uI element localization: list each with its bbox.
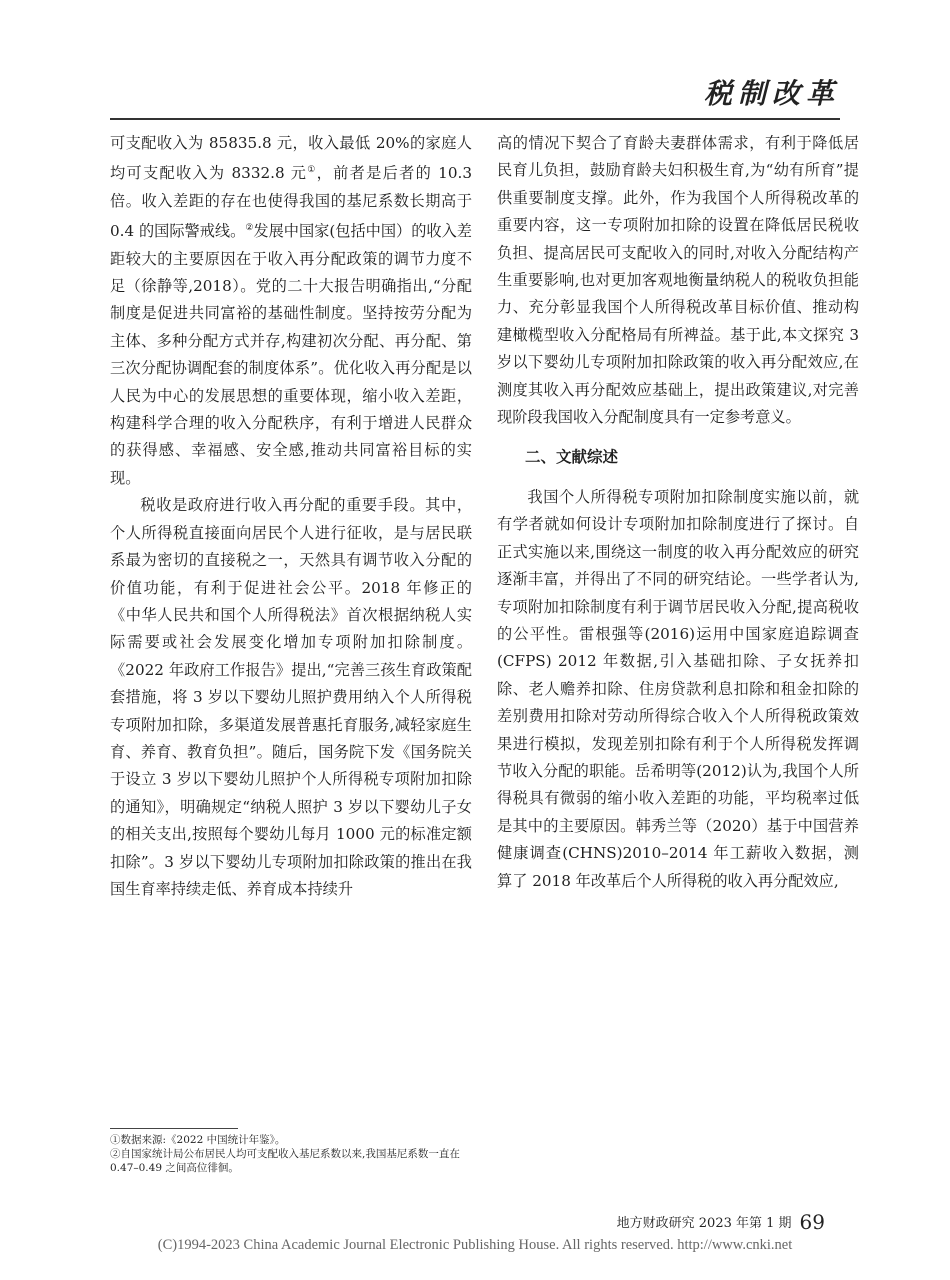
footnote-marker-1[interactable]: ① xyxy=(307,165,317,176)
left-paragraph-1 xyxy=(110,130,472,492)
page-footer xyxy=(617,1210,825,1234)
text-run: 可支配收入为 85835.8 元，收入最低 20%的家庭人均可支配收入为 8332.8 元 xyxy=(110,134,472,183)
copyright-line: (C)1994-2023 China Academic Journal Electronic Publishing House. All rights reserved. http://www.cnki.net xyxy=(157,1237,793,1253)
journal-issue: 地方财政研究 2023 年第 1 期 xyxy=(616,1216,792,1231)
left-column xyxy=(110,130,472,903)
left-paragraph-2: 税收是政府进行收入再分配的重要手段。其中，个人所得税直接面向居民个人进行征收，是与居民联系最为密切的直接税之一，天然具有调节收入分配的价值功能，有利于促进社会公平。2018 年修正的《中华人民共和国个人所得税法》首次根据纳税人实际需要或社会发展变化增加专项附加扣除制度。《2022 年政府工作报告》提出,“完善三孩生育政策配套措施，将 3 岁以下婴幼儿照护费用纳入个人所得税专项附加扣除，多渠道发展普惠托育服务,减轻家庭生育、养育、教育负担”。随后，国务院下发《国务院关于设立 3 岁以下婴幼儿照护个人所得税专项附加扣除的通知》，明确规定“纳税人照护 3 岁以下婴幼儿子女的相关支出,按照每个婴幼儿每月 1000 元的标准定额扣除”。3 岁以下婴幼儿专项附加扣除政策的推出在我国生育率持续走低、养育成本持续升 xyxy=(110,496,472,898)
text-run: 发展中国家(包括中国）的收入差距较大的主要原因在于收入再分配政策的调节力度不足（徐静等,2018）。党的二十大报告明确指出,“分配制度是促进共同富裕的基础性制度。坚持按劳分配为主体、多种分配方式并存,构建初次分配、再分配、第三次分配协调配套的制度体系”。优化收入再分配是以人民为中心的发展思想的重要体现，缩小收入差距，构建科学合理的收入分配秩序，有利于增进人民群众的获得感、幸福感、安全感,推动共同富裕目标的实现。 xyxy=(110,222,472,487)
right-paragraph-1: 高的情况下契合了育龄夫妻群体需求，有利于降低居民育儿负担，鼓励育龄夫妇积极生育,为“幼有所育”提供重要制度支撑。此外，作为我国个人所得税改革的重要内容，这一专项附加扣除的设置在降低居民税收负担、提高居民可支配收入的同时,对收入分配结构产生重要影响,也对更加客观地衡量纳税人的税收负担能力、充分彰显我国个人所得税改革目标价值、推动构建橄榄型收入分配格局有所裨益。基于此,本文探究 3 岁以下婴幼儿专项附加扣除政策的收入再分配效应,在测度其收入再分配效应基础上，提出政策建议,对完善现阶段我国收入分配制度具有一定参考意义。 xyxy=(497,134,859,427)
section-tag: 税制改革 xyxy=(703,77,840,110)
right-column xyxy=(497,130,859,895)
footnotes xyxy=(110,1133,472,1175)
text-run: ，前者是后者的 10.3 倍。收入差距的存在也使得我国的基尼系数长期高于 0.4 的国际警戒线。 xyxy=(110,164,472,241)
page-number: 69 xyxy=(799,1210,825,1234)
footnote-rule xyxy=(110,1128,238,1129)
footnote-2: ②自国家统计局公布居民人均可支配收入基尼系数以来,我国基尼系数一直在 0.47–0.49 之间高位徘徊。 xyxy=(110,1148,460,1174)
header-rule xyxy=(110,118,840,120)
footnote-marker-2[interactable]: ② xyxy=(245,223,254,234)
footnote-1: ①数据来源:《2022 中国统计年鉴》。 xyxy=(110,1134,286,1146)
right-paragraph-2: 我国个人所得税专项附加扣除制度实施以前，就有学者就如何设计专项附加扣除制度进行了探讨。自正式实施以来,围绕这一制度的收入再分配效应的研究逐渐丰富，并得出了不同的研究结论。一些学者认为,专项附加扣除制度有利于调节居民收入分配,提高税收的公平性。雷根强等(2016)运用中国家庭追踪调查(CFPS) 2012 年数据,引入基础扣除、子女抚养扣除、老人赡养扣除、住房贷款利息扣除和租金扣除的差别费用扣除对劳动所得综合收入个人所得税政策效果进行模拟，发现差别扣除有利于个人所得税发挥调节收入分配的职能。岳希明等(2012)认为,我国个人所得税具有微弱的缩小收入差距的功能，平均税率过低是其中的主要原因。韩秀兰等（2020）基于中国营养健康调查(CHNS)2010–2014 年工薪收入数据，测算了 2018 年改革后个人所得税的收入再分配效应, xyxy=(497,487,859,890)
section-heading: 二、文献综述 xyxy=(525,448,619,467)
